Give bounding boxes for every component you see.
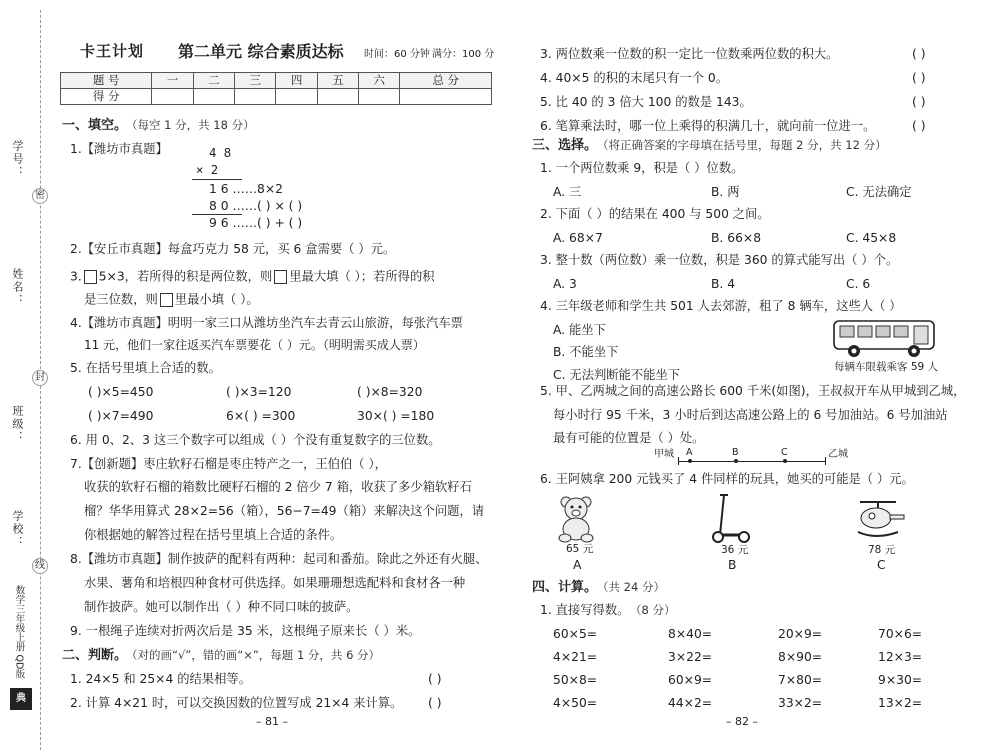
choice-option[interactable]: C. 无法判断能不能坐下: [553, 368, 681, 382]
q8-line-3: 制作披萨。她可以制作出（ ）种不同口味的披萨。: [84, 600, 359, 614]
score-cell[interactable]: [400, 89, 492, 105]
answer-paren[interactable]: ( ): [912, 119, 926, 133]
choice-1-question: 1. 一个两位数乘 9，积是（ ）位数。: [540, 161, 744, 175]
calc-subtitle: 1. 直接写得数。: [540, 603, 630, 617]
score-header-cell: 六: [359, 73, 400, 89]
q5-cell: 30×( ) =180: [357, 409, 435, 423]
q3-text-d: 里最小填（ ）。: [174, 292, 259, 307]
toy-a-letter[interactable]: A: [573, 558, 582, 572]
choice-option[interactable]: A. 3: [553, 277, 577, 291]
section-1-note: （每空 1 分，共 18 分）: [126, 118, 255, 132]
choice-5-line-1: 5. 甲、乙两城之间的高速公路长 600 千米(如图)，王叔叔开车从甲城到乙城，: [540, 384, 966, 398]
point-b-dot: [734, 459, 738, 463]
calc-item[interactable]: 9×30=: [878, 673, 923, 687]
q7-line-2: 收获的软籽石榴的箱数比硬籽石榴的 2 倍少 7 箱，收获了多少箱软籽石: [84, 480, 472, 494]
score-cell[interactable]: [276, 89, 317, 105]
q1-line-3: 1 6 ……8×2: [209, 182, 284, 196]
score-cell[interactable]: [193, 89, 234, 105]
q7-line-4: 你根据她的解答过程在括号里填上合适的条件。: [84, 528, 343, 542]
q1-multiplier: × 2: [196, 163, 219, 177]
section-3-note: （将正确答案的字母填在括号里，每题 2 分，共 12 分）: [597, 138, 887, 152]
answer-paren[interactable]: ( ): [912, 71, 926, 85]
city-yi-label: 乙城: [828, 449, 848, 460]
q3-text-b: 里最大填（ ）；若所得的积: [289, 269, 435, 284]
section-4-note: （共 24 分）: [597, 580, 665, 594]
choice-3-question: 3. 整十数（两位数）乘一位数，积是 360 的算式能写出（ ）个。: [540, 253, 899, 267]
q3-text-a: 5×3，若所得的积是两位数，则: [98, 269, 273, 284]
toy-helicopter-icon: [852, 496, 908, 538]
toy-c-price: 78 元: [868, 544, 896, 556]
page-number-left: – 81 –: [256, 715, 288, 728]
q1-label: 1.【潍坊市真题】: [70, 142, 168, 156]
choice-option[interactable]: C. 45×8: [846, 231, 897, 245]
choice-option[interactable]: B. 66×8: [711, 231, 762, 245]
q3-number: 3.: [70, 269, 82, 284]
q8-line-2: 水果、薯角和培根四种食材可供选择。如果珊珊想选配料和食材各一种: [84, 576, 466, 590]
calc-item[interactable]: 12×3=: [878, 650, 923, 664]
choice-option[interactable]: A. 68×7: [553, 231, 603, 245]
calc-item[interactable]: 7×80=: [778, 673, 823, 687]
exam-full-score: 满分：100 分: [432, 49, 495, 60]
calc-item[interactable]: 20×9=: [778, 627, 823, 641]
choice-option[interactable]: C. 6: [846, 277, 871, 291]
calc-item[interactable]: 8×90=: [778, 650, 823, 664]
blank-box[interactable]: [84, 270, 97, 284]
choice-option[interactable]: B. 4: [711, 277, 736, 291]
score-header-cell: 五: [317, 73, 358, 89]
student-id-label: 学号：: [11, 140, 24, 179]
answer-paren[interactable]: ( ): [428, 696, 442, 710]
q3-line-2: [84, 293, 259, 307]
q4-line-1: 4.【潍坊市真题】明明一家三口从潍坊坐汽车去青云山旅游，每张汽车票: [70, 316, 463, 330]
judge-5: 5. 比 40 的 3 倍大 100 的数是 143。: [540, 95, 752, 109]
q3-text-c: 是三位数，则: [84, 292, 158, 307]
choice-5-line-2: 每小时行 95 千米，3 小时后到达高速公路上的 6 号加油站。6 号加油站: [553, 408, 948, 422]
q1-rule-1: [192, 179, 242, 180]
calc-item[interactable]: 70×6=: [878, 627, 923, 641]
calc-item[interactable]: 13×2=: [878, 696, 923, 710]
q5-title: 5. 在括号里填上合适的数。: [70, 361, 221, 375]
q2-text: 2.【安丘市真题】每盒巧克力 58 元，买 6 盒需要（ ）元。: [70, 242, 396, 256]
q1-line-4: 8 0 ……( ) × ( ): [209, 199, 303, 213]
score-header-cell: 题 号: [61, 73, 152, 89]
point-c-label: C: [781, 447, 788, 458]
q5-cell: ( )×5=450: [88, 385, 154, 399]
exam-time: 时间：60 分钟: [364, 49, 430, 60]
q5-cell: ( )×8=320: [357, 385, 423, 399]
choice-4-question: 4. 三年级老师和学生共 501 人去郊游，租了 8 辆车，这些人（ ）: [540, 299, 902, 313]
score-cell[interactable]: [152, 89, 193, 105]
teddy-bear-icon: [554, 493, 600, 543]
q8-line-1: 8.【潍坊市真题】制作披萨的配料有两种：起司和番茄。除此之外还有火腿、: [70, 552, 488, 566]
calc-item[interactable]: 60×5=: [553, 627, 598, 641]
q1-line-5: 9 6 ……( ) + ( ): [209, 216, 303, 230]
page-number-right: – 82 –: [726, 715, 758, 728]
score-header-cell: 一: [152, 73, 193, 89]
toy-a-price: 65 元: [566, 543, 594, 555]
point-b-label: B: [732, 447, 739, 458]
q1-multiplicand: 4 8: [209, 146, 232, 160]
calc-subtitle-note: （8 分）: [630, 603, 676, 617]
section-2-title: 二、判断。: [62, 648, 128, 663]
q3-line-1: [70, 270, 435, 284]
binding-margin: [0, 0, 58, 754]
highway-line: [678, 461, 826, 462]
calc-item[interactable]: 60×9=: [668, 673, 713, 687]
q5-cell: ( )×3=120: [226, 385, 292, 399]
choice-2-question: 2. 下面（ ）的结果在 400 与 500 之间。: [540, 207, 770, 221]
calc-item[interactable]: 4×50=: [553, 696, 598, 710]
toy-b-price: 36 元: [721, 544, 749, 556]
toy-b-letter[interactable]: B: [728, 558, 737, 572]
header-logo: 卡王计划: [80, 42, 145, 60]
calc-item[interactable]: 50×8=: [553, 673, 598, 687]
answer-paren[interactable]: ( ): [428, 672, 442, 686]
choice-6-question: 6. 王阿姨拿 200 元钱买了 4 件同样的玩具，她买的可能是（ ）元。: [540, 472, 914, 486]
score-cell[interactable]: [317, 89, 358, 105]
judge-1: 1. 24×5 和 25×4 的结果相等。: [70, 672, 251, 686]
calc-item[interactable]: 44×2=: [668, 696, 713, 710]
choice-option[interactable]: B. 两: [711, 185, 740, 199]
score-table: [60, 72, 492, 105]
score-cell[interactable]: [359, 89, 400, 105]
judge-4: 4. 40×5 的积的末尾只有一个 0。: [540, 71, 729, 85]
section-4-title: 四、计算。: [532, 580, 598, 595]
score-cell[interactable]: [235, 89, 276, 105]
calc-item[interactable]: 8×40=: [668, 627, 713, 641]
class-label: 班级：: [11, 405, 24, 444]
city-jia-label: 甲城: [654, 449, 674, 460]
book-label: 数学三年级上册 QD版: [13, 585, 25, 679]
answer-paren[interactable]: ( ): [912, 47, 926, 61]
page-title: 第二单元 综合素质达标: [178, 42, 344, 61]
seal-mark-1: 密: [32, 188, 48, 204]
choice-option[interactable]: C. 无法确定: [846, 185, 912, 199]
highway-tick: [825, 457, 826, 465]
section-3-title: 三、选择。: [532, 138, 598, 153]
seal-mark-3: 线: [32, 558, 48, 574]
seal-mark-2: 封: [32, 370, 48, 386]
blank-box[interactable]: [274, 270, 287, 284]
point-a-label: A: [686, 447, 693, 458]
choice-option[interactable]: A. 三: [553, 185, 582, 199]
point-c-dot: [783, 459, 787, 463]
q4-line-2: 11 元，他们一家往返买汽车票要花（ ）元。（明明需买成人票）: [84, 338, 425, 352]
choice-option[interactable]: A. 能坐下: [553, 323, 606, 337]
score-header-cell: 四: [276, 73, 317, 89]
bus-caption: 每辆车限载乘客 59 人: [834, 361, 939, 373]
q6-text: 6. 用 0、2、3 这三个数字可以组成（ ）个没有重复数字的三位数。: [70, 433, 441, 447]
blank-box[interactable]: [160, 293, 173, 307]
point-a-dot: [688, 459, 692, 463]
q5-cell: ( )×7=490: [88, 409, 154, 423]
section-2-note: （对的画“√”，错的画“×”，每题 1 分，共 6 分）: [126, 648, 381, 662]
score-header-cell: 总 分: [400, 73, 492, 89]
publisher-logo: 典: [10, 688, 32, 710]
toy-c-letter[interactable]: C: [877, 558, 886, 572]
answer-paren[interactable]: ( ): [912, 95, 926, 109]
q7-line-1: 7.【创新题】枣庄软籽石榴是枣庄特产之一，王伯伯（ ），: [70, 457, 387, 471]
name-label: 姓名：: [11, 268, 24, 307]
calc-item[interactable]: 3×22=: [668, 650, 713, 664]
scooter-icon: [708, 491, 752, 545]
choice-option[interactable]: B. 不能坐下: [553, 345, 619, 359]
highway-tick: [678, 457, 679, 465]
score-header-cell: 三: [235, 73, 276, 89]
calc-item[interactable]: 4×21=: [553, 650, 598, 664]
q9-text: 9. 一根绳子连续对折两次后是 35 米，这根绳子原来长（ ）米。: [70, 624, 421, 638]
choice-5-line-3: 最有可能的位置是（ ）处。: [553, 431, 705, 445]
judge-3: 3. 两位数乘一位数的积一定比一位数乘两位数的积大。: [540, 47, 839, 61]
judge-6: 6. 笔算乘法时，哪一位上乘得的积满几十，就向前一位进一。: [540, 119, 876, 133]
score-header-cell: 二: [193, 73, 234, 89]
calc-item[interactable]: 33×2=: [778, 696, 823, 710]
judge-2: 2. 计算 4×21 时，可以交换因数的位置写成 21×4 来计算。: [70, 696, 403, 710]
section-1-title: 一、填空。: [62, 118, 128, 133]
q5-cell: 6×( ) =300: [226, 409, 296, 423]
score-row-label: 得 分: [61, 89, 152, 105]
bus-icon: [832, 318, 938, 360]
q1-rule-2: [192, 214, 242, 215]
school-label: 学校：: [11, 510, 24, 549]
q7-line-3: 榴？华华用算式 28×2=56（箱），56−7=49（箱）来解决这个问题，请: [84, 504, 485, 518]
